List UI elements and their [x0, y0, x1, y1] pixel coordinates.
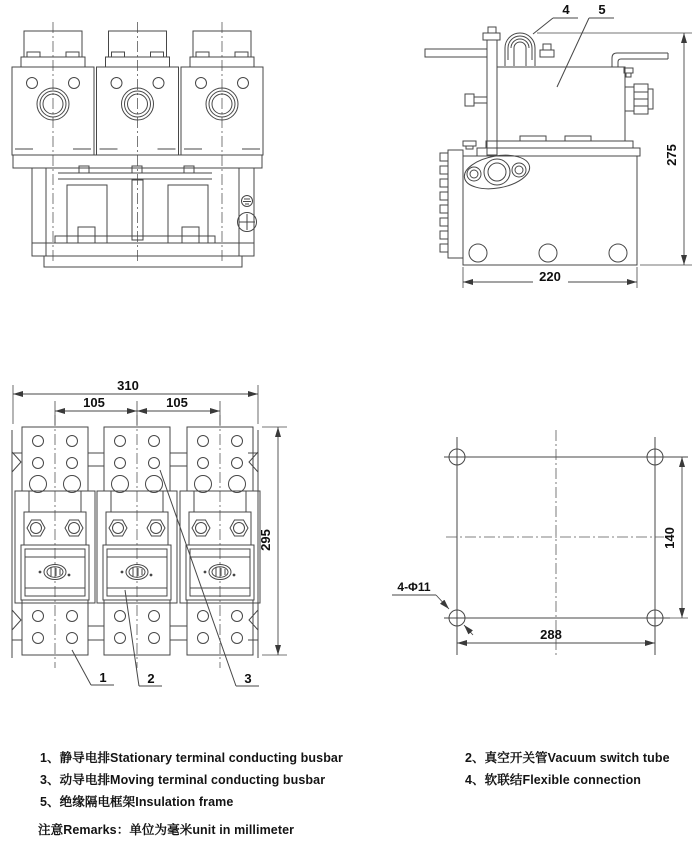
- hole-diameter-label: 4-Φ11: [397, 580, 431, 594]
- dim-label-105-left: 105: [83, 395, 105, 410]
- legend-item-1: 1、静导电排Stationary terminal conducting busbar: [40, 751, 343, 765]
- shaft-flange: [462, 151, 533, 194]
- callout-3: [160, 470, 259, 686]
- dimension-105-left: [55, 395, 220, 425]
- legend-item-4: 4、软联结Flexible connection: [465, 773, 642, 787]
- dim-label-220: 220: [539, 269, 561, 284]
- dim-label-288: 288: [540, 627, 562, 642]
- dimension-140: [660, 457, 688, 618]
- dimension-295: [258, 427, 287, 655]
- side-view: [425, 2, 692, 288]
- callout-2-label: 2: [147, 671, 155, 686]
- callout-2: [125, 590, 162, 686]
- hole-diameter-callout: [392, 580, 473, 635]
- mechanism-housing: [463, 156, 637, 265]
- right-hook-bracket: [612, 53, 668, 67]
- dim-label-275: 275: [664, 144, 679, 166]
- legend-item-2: 2、真空开关管Vacuum switch tube: [465, 751, 670, 765]
- dim-label-105-right: 105: [166, 395, 188, 410]
- flexible-connection-strap: [505, 33, 535, 66]
- callout-3-label: 3: [244, 671, 252, 686]
- cable-gland: [625, 84, 653, 114]
- dimension-275: [537, 33, 692, 265]
- dimension-105-right: [137, 395, 220, 411]
- dimension-310: [13, 378, 258, 424]
- dimension-220: [463, 267, 637, 288]
- terminal-strip-ribs: [440, 150, 463, 258]
- plan-view: [12, 378, 287, 686]
- callout-4: [533, 2, 578, 34]
- callout-1-label: 1: [99, 670, 107, 685]
- plan-frame: [12, 430, 258, 658]
- dim-label-310: 310: [117, 378, 139, 393]
- dim-label-295: 295: [258, 529, 273, 551]
- legend-item-3: 3、动导电排Moving terminal conducting busbar: [40, 773, 326, 787]
- callout-5-label: 5: [598, 2, 606, 17]
- legend-item-5: 5、绝缘隔电框架Insulation frame: [40, 795, 234, 809]
- front-view: [12, 22, 263, 267]
- mounting-view: [392, 430, 688, 657]
- legend-remarks: 注意Remarks：单位为毫米unit in millimeter: [38, 823, 295, 837]
- callout-4-label: 4: [562, 2, 570, 17]
- dim-label-140: 140: [662, 527, 677, 549]
